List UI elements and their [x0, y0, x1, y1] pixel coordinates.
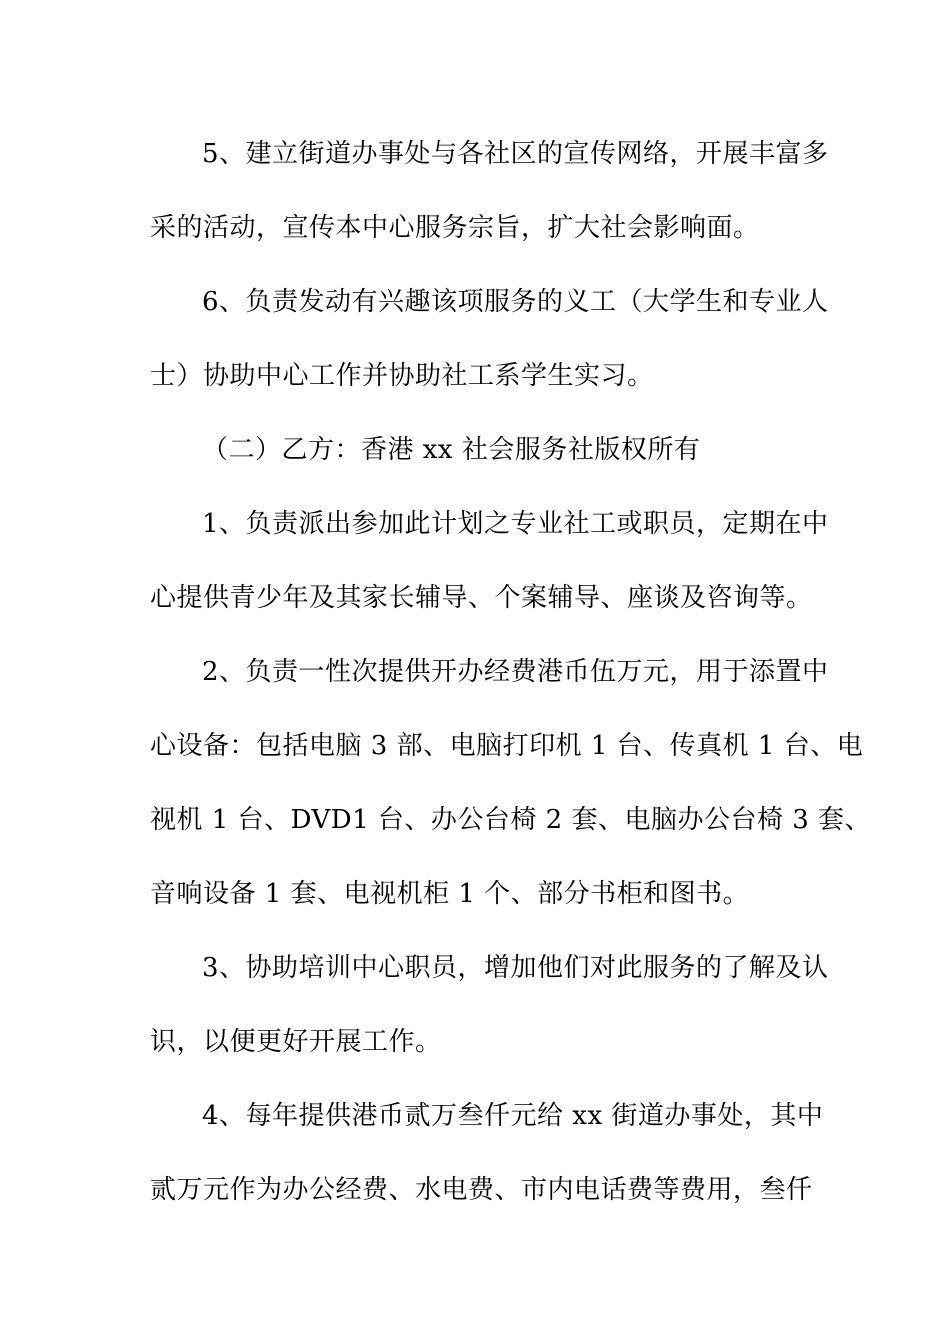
- item-2-line-4: 音响设备 1 套、电视机柜 1 个、部分书柜和图书。: [150, 879, 750, 909]
- item-4-line-2: 贰万元作为办公经费、水电费、市内电话费等费用，叁仟: [150, 1175, 813, 1205]
- item-3-line-1: 3、协助培训中心职员，增加他们对此服务的了解及认: [202, 953, 829, 983]
- paragraph-6-line-2: 士）协助中心工作并协助社工系学生实习。: [150, 361, 654, 391]
- item-4-line-1: 4、每年提供港币贰万叁仟元给 xx 街道办事处，其中: [202, 1101, 824, 1131]
- section-heading-party-b: （二）乙方：香港 xx 社会服务社版权所有: [202, 435, 701, 465]
- item-2-line-2: 心设备：包括电脑 3 部、电脑打印机 1 台、传真机 1 台、电: [150, 731, 864, 761]
- paragraph-5-line-1: 5、建立街道办事处与各社区的宣传网络，开展丰富多: [202, 139, 829, 169]
- item-1-line-2: 心提供青少年及其家长辅导、个案辅导、座谈及咨询等。: [150, 583, 813, 613]
- item-1-line-1: 1、负责派出参加此计划之专业社工或职员，定期在中: [202, 509, 829, 539]
- item-3-line-2: 识，以便更好开展工作。: [150, 1027, 442, 1057]
- item-2-line-3: 视机 1 台、DVD1 台、办公台椅 2 套、电脑办公台椅 3 套、: [150, 805, 872, 835]
- paragraph-6-line-1: 6、负责发动有兴趣该项服务的义工（大学生和专业人: [202, 287, 829, 317]
- paragraph-5-line-2: 采的活动，宣传本中心服务宗旨，扩大社会影响面。: [150, 213, 760, 243]
- item-2-line-1: 2、负责一性次提供开办经费港币伍万元，用于添置中: [202, 657, 829, 687]
